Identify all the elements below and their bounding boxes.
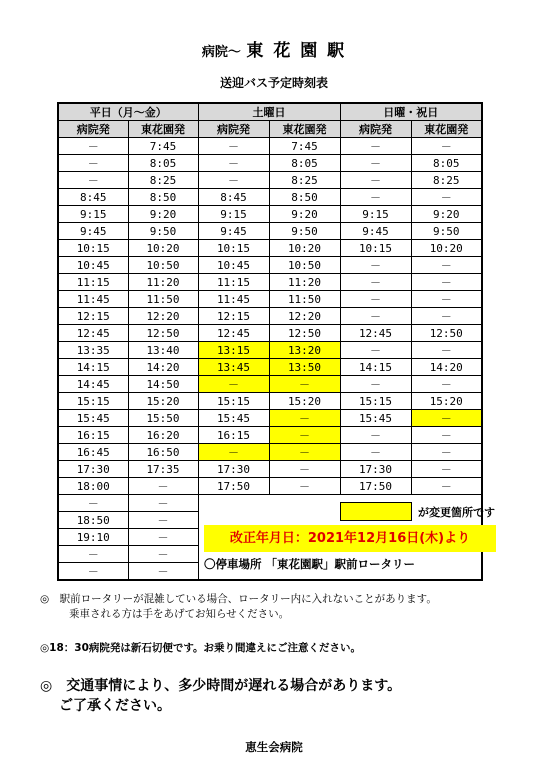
time-cell: － [411, 138, 482, 155]
time-cell: 10:50 [128, 257, 198, 274]
note-traffic [40, 676, 401, 716]
time-cell: 7:45 [128, 138, 198, 155]
time-cell: 9:15 [340, 206, 411, 223]
time-cell: 17:50 [198, 478, 269, 495]
time-cell: 15:45 [198, 410, 269, 427]
time-cell: 8:50 [269, 189, 340, 206]
time-cell: 18:50 [58, 512, 128, 529]
empty-cell [198, 495, 269, 512]
time-cell: 11:15 [198, 274, 269, 291]
time-cell: 17:50 [340, 478, 411, 495]
time-cell: 11:45 [198, 291, 269, 308]
legend-text: が変更箇所です [418, 506, 495, 519]
time-cell: － [58, 495, 128, 512]
time-cell: 12:45 [58, 325, 128, 342]
time-cell: 15:15 [58, 393, 128, 410]
time-cell: 17:30 [198, 461, 269, 478]
time-cell: 15:45 [58, 410, 128, 427]
col-header-sunday-station: 東花園発 [411, 121, 482, 138]
time-cell: 15:20 [128, 393, 198, 410]
time-cell: 8:45 [198, 189, 269, 206]
note-ishikiri: ◎18：30病院発は新石切便です。お乗り間違えにご注意ください。 [40, 642, 362, 654]
time-cell: － [340, 138, 411, 155]
time-cell: 10:15 [198, 240, 269, 257]
time-cell: 12:50 [269, 325, 340, 342]
time-cell: 15:20 [411, 393, 482, 410]
time-cell: － [340, 172, 411, 189]
timetable-row [58, 240, 482, 257]
time-cell: 14:45 [58, 376, 128, 393]
time-cell: 10:20 [411, 240, 482, 257]
time-cell: － [411, 376, 482, 393]
time-cell: － [128, 546, 198, 563]
time-cell: 12:50 [128, 325, 198, 342]
timetable-row [58, 206, 482, 223]
time-cell: － [411, 427, 482, 444]
col-header-saturday-station: 東花園発 [269, 121, 340, 138]
time-cell: 10:15 [340, 240, 411, 257]
timetable-row [58, 325, 482, 342]
time-cell: － [411, 308, 482, 325]
time-cell: － [411, 257, 482, 274]
time-cell: 13:40 [128, 342, 198, 359]
time-cell: － [340, 427, 411, 444]
time-cell: 11:15 [58, 274, 128, 291]
time-cell: 16:20 [128, 427, 198, 444]
time-cell: － [58, 138, 128, 155]
time-cell: 8:05 [269, 155, 340, 172]
time-cell: － [340, 155, 411, 172]
timetable-row [58, 444, 482, 461]
time-cell: 12:20 [128, 308, 198, 325]
page-title [0, 36, 548, 61]
time-cell: 9:50 [269, 223, 340, 240]
time-cell: － [198, 138, 269, 155]
time-cell: 15:45 [340, 410, 411, 427]
time-cell: － [269, 410, 340, 427]
group-saturday: 土曜日 [198, 103, 340, 121]
time-cell: 14:50 [128, 376, 198, 393]
group-sunday-holiday: 日曜・祝日 [340, 103, 482, 121]
time-cell: 18:00 [58, 478, 128, 495]
time-cell: 15:15 [198, 393, 269, 410]
time-cell: 9:15 [198, 206, 269, 223]
time-cell: － [269, 461, 340, 478]
time-cell: 9:50 [128, 223, 198, 240]
time-cell: 7:45 [269, 138, 340, 155]
time-cell: 9:15 [58, 206, 128, 223]
time-cell: － [340, 257, 411, 274]
timetable-row [58, 342, 482, 359]
time-cell: 10:45 [198, 257, 269, 274]
time-cell: 10:20 [128, 240, 198, 257]
time-cell: － [340, 308, 411, 325]
time-cell: 9:50 [411, 223, 482, 240]
time-cell: 12:45 [198, 325, 269, 342]
time-cell: 12:45 [340, 325, 411, 342]
time-cell: 14:20 [128, 359, 198, 376]
note-traffic-line2: ご了承ください。 [59, 698, 171, 714]
time-cell: － [411, 189, 482, 206]
time-cell: 16:15 [198, 427, 269, 444]
title-main: 東 花 園 駅 [246, 41, 347, 61]
time-cell: － [411, 478, 482, 495]
time-cell: 13:50 [269, 359, 340, 376]
revision-date: 改正年月日：2021年12月16日(木)より [204, 525, 496, 552]
time-cell: 12:15 [198, 308, 269, 325]
timetable-row [58, 410, 482, 427]
time-cell: 13:20 [269, 342, 340, 359]
timetable-row [58, 189, 482, 206]
time-cell: － [58, 563, 128, 581]
empty-cell [411, 563, 482, 581]
timetable-row [58, 291, 482, 308]
time-cell: 16:50 [128, 444, 198, 461]
column-header-row [58, 121, 482, 138]
time-cell: 8:50 [128, 189, 198, 206]
time-cell: 9:45 [340, 223, 411, 240]
col-header-weekday-station: 東花園発 [128, 121, 198, 138]
time-cell: － [58, 546, 128, 563]
timetable-subtitle: 送迎バス予定時刻表 [219, 76, 328, 90]
note-rotary [40, 592, 437, 622]
time-cell: － [411, 342, 482, 359]
timetable-row [58, 461, 482, 478]
time-cell: 13:45 [198, 359, 269, 376]
time-cell: － [128, 495, 198, 512]
empty-cell [269, 495, 340, 512]
timetable-row [58, 223, 482, 240]
time-cell: 13:35 [58, 342, 128, 359]
time-cell: 14:15 [340, 359, 411, 376]
time-cell: － [198, 155, 269, 172]
timetable-row [58, 359, 482, 376]
time-cell: 16:45 [58, 444, 128, 461]
timetable-row [58, 274, 482, 291]
time-cell: 10:50 [269, 257, 340, 274]
time-cell: － [340, 274, 411, 291]
note-rotary-line1: ◎ 駅前ロータリーが混雑している場合、ロータリー内に入れないことがあります。 [40, 593, 437, 605]
col-header-saturday-hospital: 病院発 [198, 121, 269, 138]
time-cell: 11:50 [128, 291, 198, 308]
timetable-row [58, 257, 482, 274]
time-cell: 10:20 [269, 240, 340, 257]
timetable-row [58, 478, 482, 495]
time-cell: － [128, 563, 198, 581]
time-cell: － [340, 444, 411, 461]
time-cell: － [58, 155, 128, 172]
time-cell: － [411, 410, 482, 427]
time-cell: 15:15 [340, 393, 411, 410]
time-cell: － [340, 376, 411, 393]
time-cell: 16:15 [58, 427, 128, 444]
timetable-row [58, 427, 482, 444]
time-cell: 11:20 [128, 274, 198, 291]
timetable-row [58, 172, 482, 189]
group-header-row [58, 103, 482, 121]
time-cell: － [340, 189, 411, 206]
note-rotary-line2: 乗車される方は手をあげてお知らせください。 [69, 608, 290, 620]
time-cell: 17:30 [340, 461, 411, 478]
time-cell: 9:20 [128, 206, 198, 223]
time-cell: 14:20 [411, 359, 482, 376]
time-cell: 8:05 [411, 155, 482, 172]
time-cell: 11:45 [58, 291, 128, 308]
timetable-row [58, 138, 482, 155]
time-cell: 17:30 [58, 461, 128, 478]
group-weekday: 平日（月～金） [58, 103, 198, 121]
time-cell: 15:20 [269, 393, 340, 410]
time-cell: 19:10 [58, 529, 128, 546]
time-cell: － [269, 444, 340, 461]
timetable-row [58, 155, 482, 172]
timetable-row [58, 308, 482, 325]
time-cell: － [198, 376, 269, 393]
note-traffic-line1: ◎ 交通事情により、多少時間が遅れる場合があります。 [40, 678, 402, 694]
legend-color-swatch [340, 502, 412, 521]
time-cell: 12:50 [411, 325, 482, 342]
col-header-weekday-hospital: 病院発 [58, 121, 128, 138]
time-cell: 10:45 [58, 257, 128, 274]
time-cell: 9:45 [58, 223, 128, 240]
timetable-row [58, 393, 482, 410]
time-cell: 8:25 [411, 172, 482, 189]
time-cell: 8:45 [58, 189, 128, 206]
time-cell: － [411, 444, 482, 461]
col-header-sunday-hospital: 病院発 [340, 121, 411, 138]
time-cell: 9:20 [269, 206, 340, 223]
time-cell: 11:50 [269, 291, 340, 308]
time-cell: － [269, 478, 340, 495]
time-cell: － [269, 427, 340, 444]
time-cell: 8:25 [269, 172, 340, 189]
time-cell: 8:05 [128, 155, 198, 172]
time-cell: － [198, 172, 269, 189]
timetable-row [58, 376, 482, 393]
time-cell: － [128, 529, 198, 546]
time-cell: 9:20 [411, 206, 482, 223]
time-cell: － [340, 291, 411, 308]
time-cell: 9:45 [198, 223, 269, 240]
time-cell: 17:35 [128, 461, 198, 478]
time-cell: － [198, 444, 269, 461]
time-cell: 13:15 [198, 342, 269, 359]
time-cell: － [340, 342, 411, 359]
time-cell: － [58, 172, 128, 189]
time-cell: 11:20 [269, 274, 340, 291]
time-cell: － [411, 274, 482, 291]
time-cell: 15:50 [128, 410, 198, 427]
time-cell: 12:20 [269, 308, 340, 325]
time-cell: 14:15 [58, 359, 128, 376]
time-cell: 10:15 [58, 240, 128, 257]
time-cell: － [128, 478, 198, 495]
hospital-name: 恵生会病院 [245, 740, 303, 754]
stop-location: 〇停車場所 「東花園駅」駅前ロータリー [204, 557, 416, 571]
time-cell: － [411, 291, 482, 308]
title-prefix: 病院～ [201, 45, 241, 60]
time-cell: － [411, 461, 482, 478]
time-cell: 12:15 [58, 308, 128, 325]
time-cell: － [269, 376, 340, 393]
time-cell: － [128, 512, 198, 529]
time-cell: 8:25 [128, 172, 198, 189]
